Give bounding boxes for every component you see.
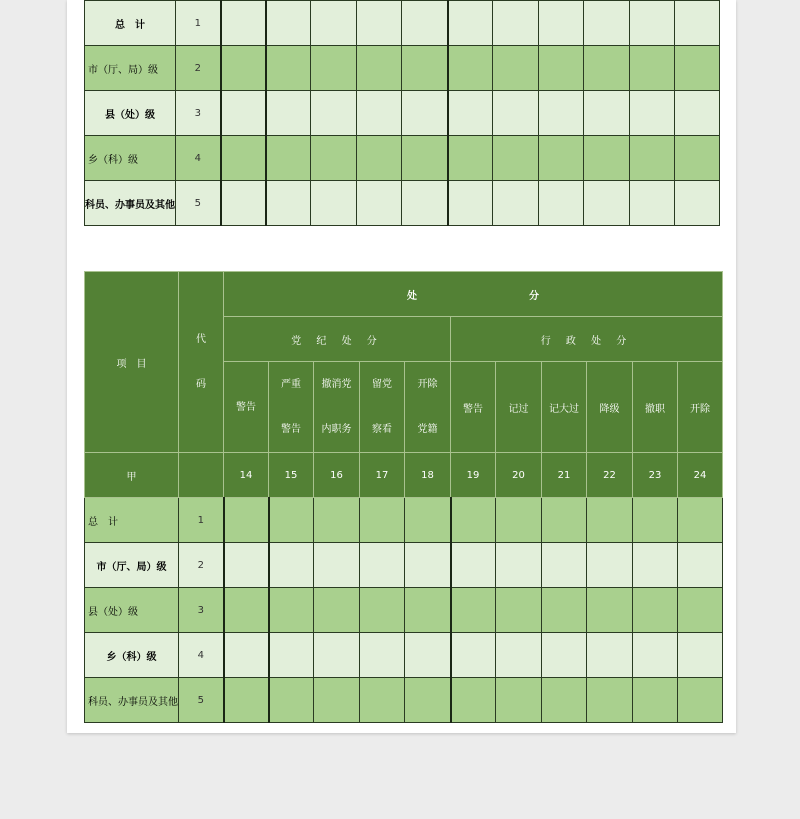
party-column-line1: 留党 xyxy=(372,379,392,390)
data-cell[interactable] xyxy=(224,588,269,633)
data-cell[interactable] xyxy=(630,181,675,226)
data-cell[interactable] xyxy=(493,181,539,226)
row-label: 乡（科）级 xyxy=(85,136,176,181)
data-cell[interactable] xyxy=(266,181,311,226)
data-cell[interactable] xyxy=(542,543,587,588)
table-row xyxy=(85,181,720,226)
row-code: 2 xyxy=(179,543,224,588)
data-cell[interactable] xyxy=(496,678,542,723)
code-header-bottom: 码 xyxy=(196,379,206,390)
column-number: 15 xyxy=(269,453,314,498)
table-row xyxy=(85,46,720,91)
table-row xyxy=(85,498,723,543)
data-cell[interactable] xyxy=(587,588,633,633)
data-cell[interactable] xyxy=(221,91,266,136)
table-row xyxy=(85,678,723,723)
data-cell[interactable] xyxy=(314,678,360,723)
table-row xyxy=(85,543,723,588)
row-code: 3 xyxy=(179,588,224,633)
data-cell[interactable] xyxy=(221,46,266,91)
data-cell[interactable] xyxy=(630,1,675,46)
data-cell[interactable] xyxy=(675,91,720,136)
data-cell[interactable] xyxy=(496,588,542,633)
data-cell[interactable] xyxy=(633,678,678,723)
data-cell[interactable] xyxy=(448,181,493,226)
row-label: 市（厅、局）级 xyxy=(85,543,179,588)
admin-column-header: 开除 xyxy=(678,362,723,453)
data-cell[interactable] xyxy=(451,498,496,543)
table-row xyxy=(85,588,723,633)
data-cell[interactable] xyxy=(224,498,269,543)
data-cell[interactable] xyxy=(675,46,720,91)
party-column-line2: 警告 xyxy=(281,424,301,435)
data-cell[interactable] xyxy=(448,46,493,91)
data-cell[interactable] xyxy=(584,181,630,226)
code-header xyxy=(179,272,224,453)
data-cell[interactable] xyxy=(314,543,360,588)
data-cell[interactable] xyxy=(587,543,633,588)
data-cell[interactable] xyxy=(448,136,493,181)
punishment-header-left: 处 xyxy=(407,290,417,302)
data-cell[interactable] xyxy=(405,678,451,723)
data-cell[interactable] xyxy=(633,543,678,588)
admin-column-header: 警告 xyxy=(451,362,496,453)
top-statistics-table xyxy=(84,0,720,226)
punishment-header xyxy=(224,272,723,317)
column-number: 18 xyxy=(405,453,451,498)
data-cell[interactable] xyxy=(266,1,311,46)
data-cell[interactable] xyxy=(584,136,630,181)
data-cell[interactable] xyxy=(630,46,675,91)
row-label: 科员、办事员及其他 xyxy=(85,678,179,723)
data-cell[interactable] xyxy=(587,678,633,723)
data-cell[interactable] xyxy=(224,543,269,588)
data-cell[interactable] xyxy=(269,588,314,633)
row-code: 3 xyxy=(176,91,221,136)
data-cell[interactable] xyxy=(542,678,587,723)
data-cell[interactable] xyxy=(357,136,402,181)
party-column-line2: 内职务 xyxy=(321,424,352,435)
data-cell[interactable] xyxy=(311,91,357,136)
data-cell[interactable] xyxy=(539,91,584,136)
data-cell[interactable] xyxy=(314,588,360,633)
data-cell[interactable] xyxy=(678,498,723,543)
data-cell[interactable] xyxy=(678,588,723,633)
party-column-header xyxy=(360,362,405,453)
data-cell[interactable] xyxy=(496,498,542,543)
data-cell[interactable] xyxy=(266,91,311,136)
item-header-label: 项 目 xyxy=(116,358,147,370)
data-cell[interactable] xyxy=(542,498,587,543)
data-cell[interactable] xyxy=(357,91,402,136)
admin-column-header: 降级 xyxy=(587,362,633,453)
data-cell[interactable] xyxy=(584,46,630,91)
data-cell[interactable] xyxy=(269,633,314,678)
index-row-label: 甲 xyxy=(85,453,179,498)
admin-column-header: 记大过 xyxy=(542,362,587,453)
data-cell[interactable] xyxy=(493,46,539,91)
data-cell[interactable] xyxy=(678,633,723,678)
data-cell[interactable] xyxy=(266,136,311,181)
data-cell[interactable] xyxy=(360,543,405,588)
table-row xyxy=(85,136,720,181)
column-number: 21 xyxy=(542,453,587,498)
party-column-line1: 警告 xyxy=(236,401,256,413)
data-cell[interactable] xyxy=(587,633,633,678)
data-cell[interactable] xyxy=(539,181,584,226)
data-cell[interactable] xyxy=(269,678,314,723)
data-cell[interactable] xyxy=(542,588,587,633)
data-cell[interactable] xyxy=(224,678,269,723)
data-cell[interactable] xyxy=(405,543,451,588)
party-column-line2: 党籍 xyxy=(417,424,438,435)
data-cell[interactable] xyxy=(357,46,402,91)
data-cell[interactable] xyxy=(675,136,720,181)
party-column-header xyxy=(224,362,269,453)
column-number: 20 xyxy=(496,453,542,498)
data-cell[interactable] xyxy=(405,633,451,678)
table-row xyxy=(85,633,723,678)
column-number: 22 xyxy=(587,453,633,498)
data-cell[interactable] xyxy=(311,136,357,181)
admin-column-header: 撤职 xyxy=(633,362,678,453)
data-cell[interactable] xyxy=(633,588,678,633)
item-header xyxy=(85,272,179,453)
row-code: 1 xyxy=(176,1,221,46)
data-cell[interactable] xyxy=(448,1,493,46)
data-cell[interactable] xyxy=(539,1,584,46)
data-cell[interactable] xyxy=(675,1,720,46)
row-code: 1 xyxy=(179,498,224,543)
data-cell[interactable] xyxy=(269,498,314,543)
column-number: 24 xyxy=(678,453,723,498)
table-row xyxy=(85,1,720,46)
row-label: 乡（科）级 xyxy=(85,633,179,678)
data-cell[interactable] xyxy=(493,91,539,136)
data-cell[interactable] xyxy=(402,136,448,181)
data-cell[interactable] xyxy=(630,136,675,181)
row-label: 县（处）级 xyxy=(85,588,179,633)
column-number: 17 xyxy=(360,453,405,498)
party-column-line2: 察看 xyxy=(372,424,392,435)
row-label: 县（处）级 xyxy=(85,91,176,136)
party-column-header xyxy=(269,362,314,453)
table-row xyxy=(85,91,720,136)
row-label: 总 计 xyxy=(85,1,176,46)
data-cell[interactable] xyxy=(539,46,584,91)
party-column-line1: 严重 xyxy=(281,379,301,390)
data-cell[interactable] xyxy=(405,498,451,543)
data-cell[interactable] xyxy=(360,588,405,633)
row-code: 5 xyxy=(179,678,224,723)
row-code: 5 xyxy=(176,181,221,226)
data-cell[interactable] xyxy=(221,1,266,46)
data-cell[interactable] xyxy=(311,1,357,46)
data-cell[interactable] xyxy=(451,543,496,588)
data-cell[interactable] xyxy=(539,136,584,181)
party-discipline-header: 党 纪 处 分 xyxy=(224,317,451,362)
data-cell[interactable] xyxy=(493,1,539,46)
index-row-code xyxy=(179,453,224,498)
party-column-line1: 撤消党 xyxy=(321,379,352,390)
party-column-header xyxy=(405,362,451,453)
row-label: 市（厅、局）级 xyxy=(85,46,176,91)
data-cell[interactable] xyxy=(542,633,587,678)
data-cell[interactable] xyxy=(630,91,675,136)
data-cell[interactable] xyxy=(678,543,723,588)
data-cell[interactable] xyxy=(402,1,448,46)
data-cell[interactable] xyxy=(633,498,678,543)
data-cell[interactable] xyxy=(675,181,720,226)
data-cell[interactable] xyxy=(633,633,678,678)
data-cell[interactable] xyxy=(311,46,357,91)
data-cell[interactable] xyxy=(314,633,360,678)
data-cell[interactable] xyxy=(584,91,630,136)
data-cell[interactable] xyxy=(402,181,448,226)
data-cell[interactable] xyxy=(357,181,402,226)
data-cell[interactable] xyxy=(451,633,496,678)
column-number: 23 xyxy=(633,453,678,498)
data-cell[interactable] xyxy=(360,498,405,543)
data-cell[interactable] xyxy=(678,678,723,723)
data-cell[interactable] xyxy=(221,181,266,226)
row-code: 4 xyxy=(176,136,221,181)
data-cell[interactable] xyxy=(311,181,357,226)
data-cell[interactable] xyxy=(451,678,496,723)
row-label: 总 计 xyxy=(85,498,179,543)
bottom-statistics-table xyxy=(84,271,723,723)
data-cell[interactable] xyxy=(584,1,630,46)
data-cell[interactable] xyxy=(224,633,269,678)
data-cell[interactable] xyxy=(221,136,266,181)
data-cell[interactable] xyxy=(266,46,311,91)
data-cell[interactable] xyxy=(405,588,451,633)
data-cell[interactable] xyxy=(451,588,496,633)
punishment-header-right: 分 xyxy=(529,290,539,302)
party-column-line1: 开除 xyxy=(417,379,438,390)
data-cell[interactable] xyxy=(496,543,542,588)
column-number: 16 xyxy=(314,453,360,498)
code-header-top: 代 xyxy=(196,334,206,345)
row-code: 4 xyxy=(179,633,224,678)
row-code: 2 xyxy=(176,46,221,91)
data-cell[interactable] xyxy=(402,46,448,91)
data-cell[interactable] xyxy=(493,136,539,181)
admin-column-header: 记过 xyxy=(496,362,542,453)
column-number: 14 xyxy=(224,453,269,498)
data-cell[interactable] xyxy=(269,543,314,588)
index-row xyxy=(85,453,723,498)
data-cell[interactable] xyxy=(402,91,448,136)
data-cell[interactable] xyxy=(587,498,633,543)
administrative-discipline-header: 行 政 处 分 xyxy=(451,317,723,362)
data-cell[interactable] xyxy=(448,91,493,136)
data-cell[interactable] xyxy=(360,678,405,723)
data-cell[interactable] xyxy=(360,633,405,678)
data-cell[interactable] xyxy=(357,1,402,46)
party-column-header xyxy=(314,362,360,453)
data-cell[interactable] xyxy=(496,633,542,678)
data-cell[interactable] xyxy=(314,498,360,543)
column-number: 19 xyxy=(451,453,496,498)
row-label: 科员、办事员及其他 xyxy=(85,181,176,226)
